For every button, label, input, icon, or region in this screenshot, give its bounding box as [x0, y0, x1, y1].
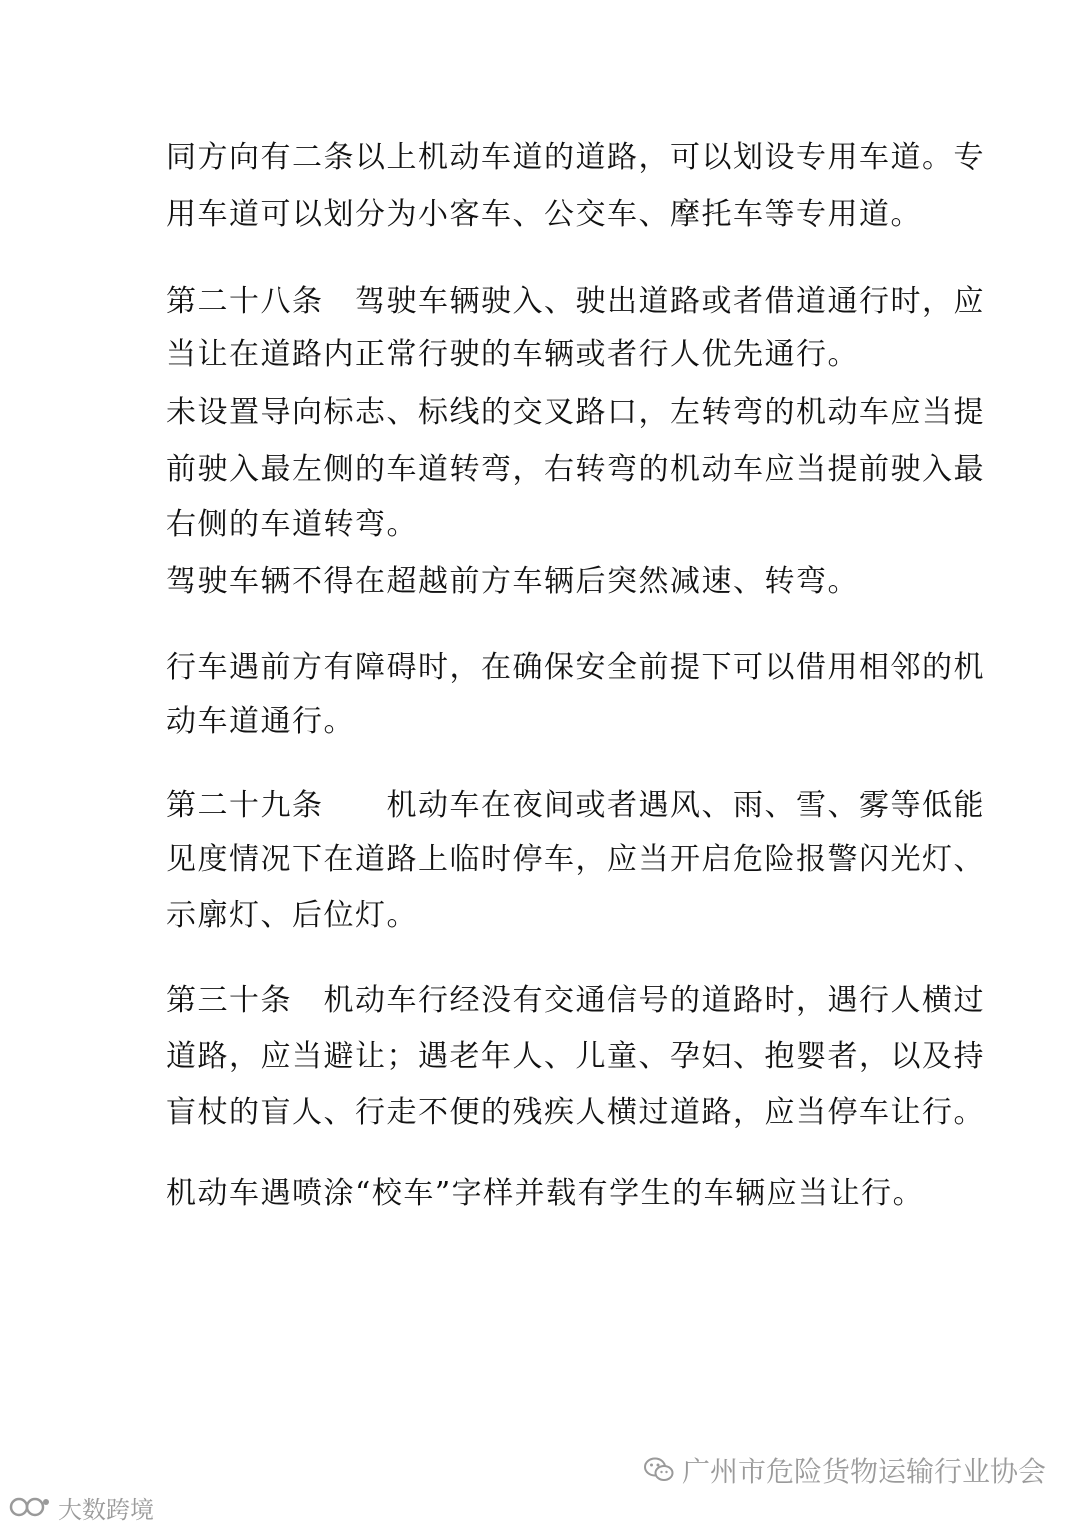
text-line: 前驶入最左侧的车道转弯，右转弯的机动车应当提前驶入最	[166, 452, 985, 487]
article-29-heading-line: 第二十九条 机动车在夜间或者遇风、雨、雪、雾等低能	[166, 788, 985, 823]
text-line: 用车道可以划分为小客车、公交车、摩托车等专用道。	[166, 197, 922, 232]
text-line: 动车道通行。	[166, 704, 355, 739]
logo-icon	[8, 1496, 52, 1518]
watermark-brand-text: 大数跨境	[58, 1495, 154, 1524]
watermark-association	[644, 1450, 1046, 1490]
text-line: 驾驶车辆不得在超越前方车辆后突然减速、转弯。	[166, 564, 859, 599]
article-28-heading-line: 第二十八条 驾驶车辆驶入、驶出道路或者借道通行时，应	[166, 284, 985, 319]
watermark-brand	[8, 1490, 154, 1524]
text-line: 未设置导向标志、标线的交叉路口，左转弯的机动车应当提	[166, 395, 985, 430]
text-line: 同方向有二条以上机动车道的道路，可以划设专用车道。专	[166, 140, 985, 175]
text-line: 盲杖的盲人、行走不便的残疾人横过道路，应当停车让行。	[166, 1095, 985, 1130]
text-line: 见度情况下在道路上临时停车，应当开启危险报警闪光灯、	[166, 842, 985, 877]
wechat-icon	[644, 1457, 674, 1483]
text-line: 右侧的车道转弯。	[166, 507, 418, 542]
article-30-heading-line: 第三十条 机动车行经没有交通信号的道路时，遇行人横过	[166, 983, 985, 1018]
watermark-association-text: 广州市危险货物运输行业协会	[681, 1455, 1046, 1488]
text-line: 道路，应当避让；遇老年人、儿童、孕妇、抱婴者，以及持	[166, 1039, 985, 1074]
text-line: 示廓灯、后位灯。	[166, 898, 418, 933]
text-line: 行车遇前方有障碍时，在确保安全前提下可以借用相邻的机	[166, 650, 985, 685]
text-line: 当让在道路内正常行驶的车辆或者行人优先通行。	[166, 337, 859, 372]
text-line: 机动车遇喷涂“校车”字样并载有学生的车辆应当让行。	[166, 1176, 925, 1211]
